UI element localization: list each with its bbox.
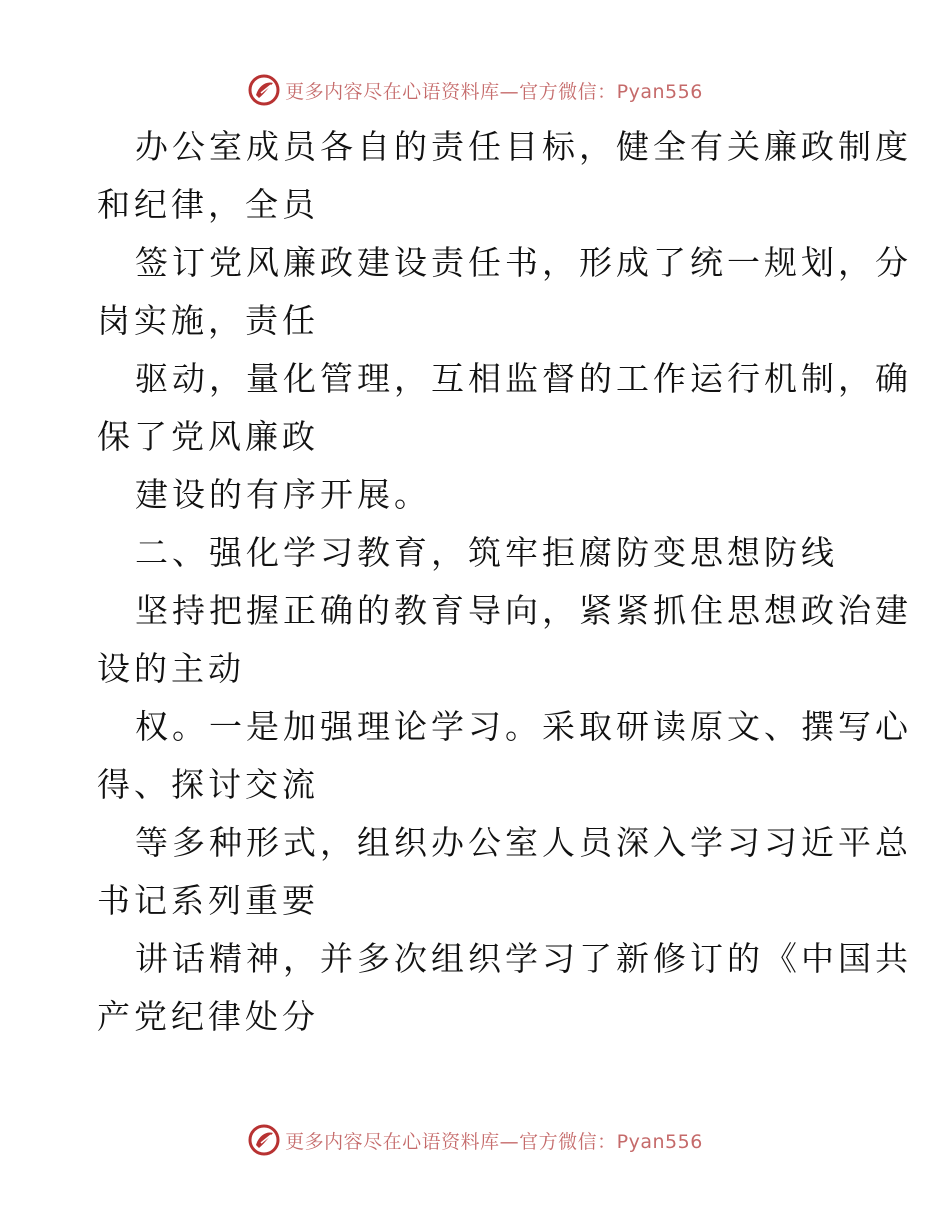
body-line: 建设的有序开展。 — [135, 475, 431, 514]
body-line: 签订党风廉政建设责任书，形成了统一规划，分 — [135, 243, 912, 282]
body-line: 坚持把握正确的教育导向，紧紧抓住思想政治建 — [135, 591, 912, 630]
header-watermark-banner — [0, 70, 950, 110]
footer-watermark-banner — [0, 1120, 950, 1160]
body-line: 产党纪律处分 — [97, 997, 319, 1036]
body-line: 讲话精神，并多次组织学习了新修订的《中国共 — [135, 939, 912, 978]
body-line: 权。一是加强理论学习。采取研读原文、撰写心 — [135, 707, 912, 746]
body-line: 设的主动 — [97, 649, 245, 688]
body-line: 书记系列重要 — [97, 881, 319, 920]
document-body — [97, 118, 912, 1046]
brand-logo-icon — [247, 73, 281, 107]
section-heading: 二、强化学习教育，筑牢拒腐防变思想防线 — [135, 533, 838, 572]
body-line: 等多种形式，组织办公室人员深入学习习近平总 — [135, 823, 912, 862]
body-line: 保了党风廉政 — [97, 417, 319, 456]
body-line: 和纪律，全员 — [97, 185, 319, 224]
brand-logo-icon — [247, 1123, 281, 1157]
body-line: 岗实施，责任 — [97, 301, 319, 340]
footer-banner-text: 更多内容尽在心语资料库—官方微信：Pyan556 — [285, 1130, 703, 1153]
body-line: 办公室成员各自的责任目标，健全有关廉政制度 — [135, 127, 912, 166]
body-line: 驱动，量化管理，互相监督的工作运行机制，确 — [135, 359, 912, 398]
body-line: 得、探讨交流 — [97, 765, 319, 804]
header-banner-text: 更多内容尽在心语资料库—官方微信：Pyan556 — [285, 80, 703, 103]
